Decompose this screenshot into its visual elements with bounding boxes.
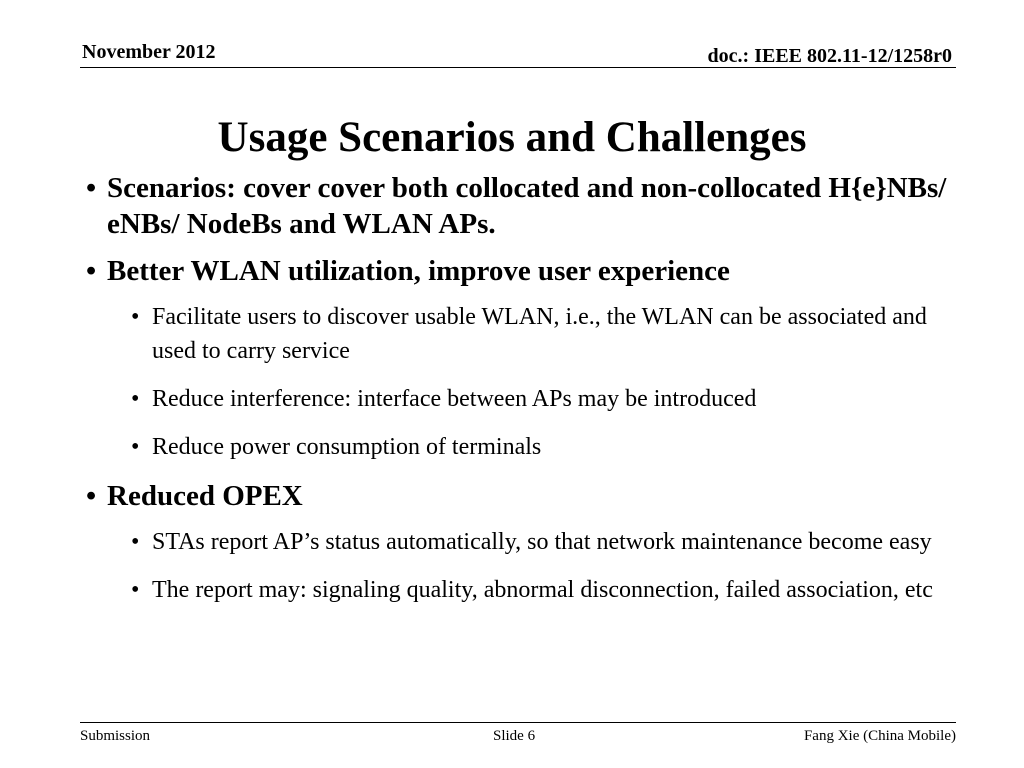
footer-author: Fang Xie (China Mobile) <box>803 728 956 744</box>
bullet-text: Reduced OPEX <box>107 480 303 512</box>
sub-bullet <box>131 525 956 559</box>
slide-title: Usage Scenarios and Challenges <box>217 114 807 161</box>
bullet-scenarios <box>86 170 956 242</box>
sub-bullet-text: Facilitate users to discover usable WLAN, i.e., the WLAN can be associated and used to carry service <box>152 304 927 364</box>
bullet-marker: • <box>86 172 97 204</box>
bullet-marker: • <box>86 480 97 512</box>
sub-bullet-text: STAs report AP’s status automatically, so that network maintenance become easy <box>152 529 932 555</box>
sub-bullet-text: The report may: signaling quality, abnormal disconnection, failed association, etc <box>152 577 933 603</box>
footer-divider <box>80 722 956 723</box>
footer-slide-number: Slide 6 <box>493 728 536 744</box>
sub-bullet <box>131 382 956 416</box>
bullet-marker: • <box>131 434 140 460</box>
sub-bullet-text: Reduce interference: interface between APs may be introduced <box>152 386 757 412</box>
header-date: November 2012 <box>82 41 216 63</box>
bullet-text: Scenarios: cover cover both collocated and non-collocated H{e}NBs/ eNBs/ NodeBs and WLAN APs. <box>107 172 947 240</box>
slide-content <box>86 170 956 621</box>
sub-bullet-text: Reduce power consumption of terminals <box>152 434 542 460</box>
sub-bullet <box>131 300 956 368</box>
header-doc-id: doc.: IEEE 802.11-12/1258r0 <box>707 45 952 67</box>
bullet-wlan-utilization <box>86 253 956 289</box>
bullet-text: Better WLAN utilization, improve user experience <box>107 255 730 287</box>
header-divider <box>80 67 956 68</box>
sub-bullet <box>131 430 956 464</box>
bullet-marker: • <box>131 529 140 555</box>
bullet-marker: • <box>131 577 140 603</box>
footer-submission: Submission <box>80 728 151 744</box>
bullet-marker: • <box>86 255 97 287</box>
bullet-marker: • <box>131 386 140 412</box>
bullet-marker: • <box>131 304 140 330</box>
bullet-reduced-opex <box>86 478 956 514</box>
sub-bullet <box>131 573 956 607</box>
